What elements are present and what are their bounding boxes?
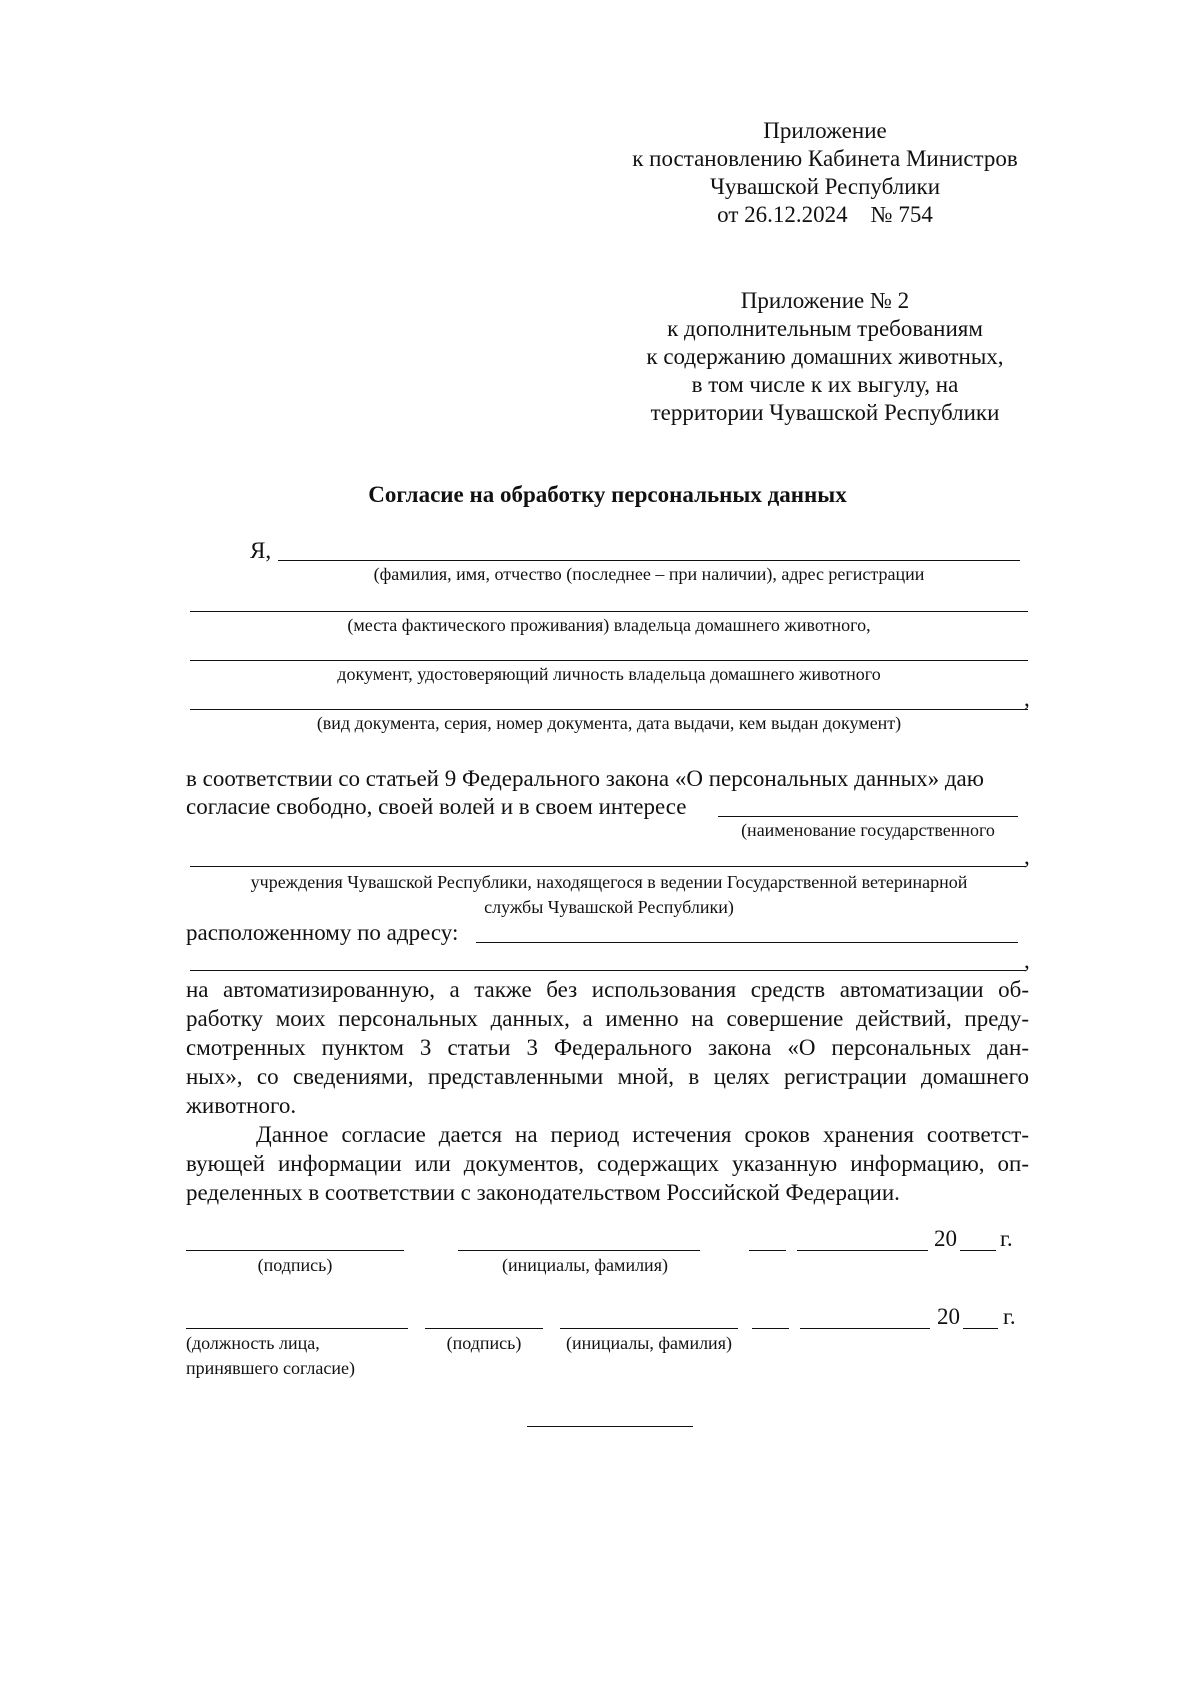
institution-address-field-line[interactable] <box>476 942 1018 943</box>
institution-field-line-2[interactable] <box>190 866 1026 867</box>
comma: , <box>1024 686 1030 711</box>
header-line: Приложение № 2 <box>740 288 910 313</box>
owner-year-suffix: г. <box>1000 1226 1013 1251</box>
caption-institution-3: службы Чувашской Республики) <box>484 897 734 917</box>
institution-field-line[interactable] <box>718 816 1018 817</box>
paragraph-line: вующей информации или документов, содержащих указанную информацию, оп- <box>186 1151 1029 1176</box>
owner-day-line[interactable] <box>749 1250 786 1251</box>
official-position-line[interactable] <box>186 1328 408 1329</box>
i-label: Я, <box>250 538 272 563</box>
address-label: расположенному по адресу: <box>186 920 459 945</box>
closing-separator <box>527 1426 693 1427</box>
caption-document-details: (вид документа, серия, номер документа, дата выдачи, кем выдан документ) <box>316 713 902 733</box>
fio-field-line[interactable] <box>278 560 1020 561</box>
official-year-suffix: г. <box>1003 1304 1016 1329</box>
paragraph-line: ределенных в соответствии с законодательством Российской Федерации. <box>186 1180 900 1205</box>
caption-owner-signature: (подпись) <box>257 1255 333 1275</box>
paragraph-line: работку моих персональных данных, а именно на совершение действий, преду- <box>186 1006 1029 1031</box>
document-title: Согласие на обработку персональных данных <box>368 482 847 507</box>
paragraph-line: на автоматизированную, а также без использования средств автоматизации об- <box>186 977 1029 1002</box>
official-signature-line[interactable] <box>425 1328 543 1329</box>
header-line: к содержанию домашних животных, <box>646 344 1004 369</box>
header-line: в том числе к их выгулу, на <box>691 372 959 397</box>
comma: , <box>1024 844 1030 869</box>
paragraph-line: ных», со сведениями, представленными мной, в целях регистрации домашнего <box>186 1064 1029 1089</box>
header-line: территории Чувашской Республики <box>650 400 1000 425</box>
caption-owner-initials: (инициалы, фамилия) <box>502 1255 668 1275</box>
caption-fio: (фамилия, имя, отчество (последнее – при наличии), адрес регистрации <box>373 564 925 584</box>
caption-place: (места фактического проживания) владельца домашнего животного, <box>347 615 871 635</box>
caption-institution-2: учреждения Чувашской Республики, находящегося в ведении Государственной ветеринарной <box>250 872 968 892</box>
official-month-line[interactable] <box>800 1328 930 1329</box>
owner-year-prefix: 20 <box>934 1226 957 1251</box>
caption-official-position-1: (должность лица, <box>186 1333 320 1353</box>
consent-line-1: в соответствии со статьей 9 Федерального закона «О персональных данных» даю <box>186 766 984 791</box>
owner-year-line[interactable] <box>960 1250 996 1251</box>
owner-signature-line[interactable] <box>186 1250 404 1251</box>
official-year-prefix: 20 <box>937 1304 960 1329</box>
header-line: к постановлению Кабинета Министров <box>632 146 1018 171</box>
owner-initials-line[interactable] <box>458 1250 700 1251</box>
owner-month-line[interactable] <box>797 1250 928 1251</box>
document-field-line[interactable] <box>190 660 1028 661</box>
caption-official-signature: (подпись) <box>446 1333 522 1353</box>
caption-institution-1: (наименование государственного <box>741 820 995 840</box>
official-initials-line[interactable] <box>560 1328 738 1329</box>
paragraph-line: смотренных пунктом 3 статьи 3 Федерального закона «О персональных дан- <box>186 1035 1029 1060</box>
header-line: к дополнительным требованиям <box>667 316 983 341</box>
official-year-line[interactable] <box>963 1328 998 1329</box>
official-day-line[interactable] <box>752 1328 789 1329</box>
caption-official-initials: (инициалы, фамилия) <box>566 1333 732 1353</box>
comma: , <box>1024 948 1030 973</box>
header-date-number: от 26.12.2024 № 754 <box>717 202 933 227</box>
institution-address-field-line-2[interactable] <box>190 970 1026 971</box>
consent-line-2: согласие свободно, своей волей и в своем интересе <box>186 794 687 819</box>
caption-document: документ, удостоверяющий личность владельца домашнего животного <box>337 664 881 684</box>
document-details-field-line[interactable] <box>190 709 1028 710</box>
address-field-line[interactable] <box>190 611 1028 612</box>
paragraph-line: животного. <box>186 1093 297 1118</box>
caption-official-position-2: принявшего согласие) <box>186 1358 355 1378</box>
header-line: Чувашской Республики <box>709 174 941 199</box>
header-line: Приложение <box>763 118 887 143</box>
paragraph-line: Данное согласие дается на период истечения сроков хранения соответст- <box>256 1122 1029 1147</box>
